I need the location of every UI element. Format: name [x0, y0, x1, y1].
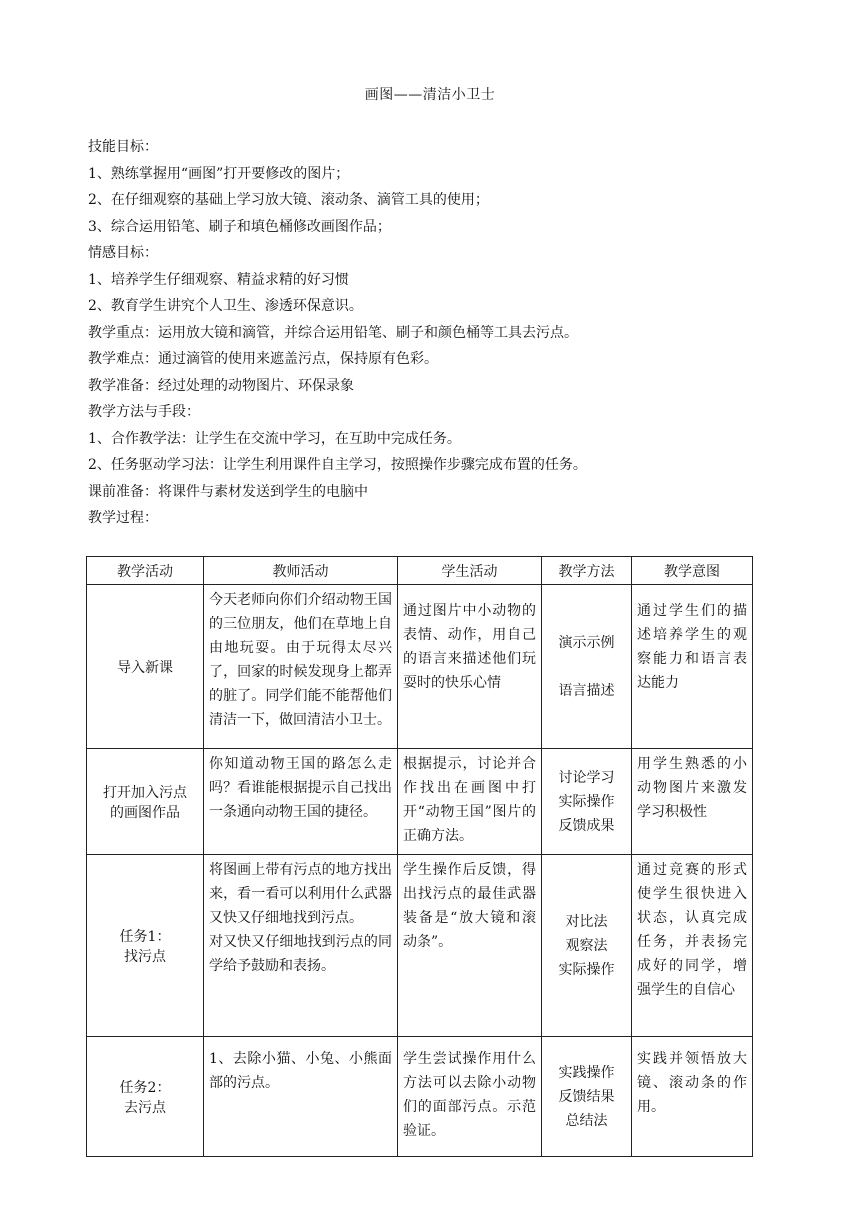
table-row: [87, 855, 753, 1037]
student-activity-cell: [398, 749, 542, 855]
table-row: [87, 749, 753, 855]
table-header-cell: 教学意图: [632, 557, 753, 585]
objectives-section: [88, 134, 768, 532]
activity-label: 任务1：: [119, 928, 171, 945]
method-item: 反馈结果: [558, 1088, 615, 1105]
student-activity-cell: [398, 1037, 542, 1157]
teaching-process-table: [86, 556, 753, 1157]
text-line: 教学方法与手段：: [88, 404, 200, 420]
method-cell: [542, 585, 632, 749]
table-header-cell: 学生活动: [398, 557, 542, 585]
method-cell: [542, 855, 632, 1037]
table-row: [87, 585, 753, 749]
teacher-activity-text: 将图画上带有污点的地方找出来，看一看可以利用什么武器又快又仔细地找到污点。: [209, 862, 392, 926]
intent-cell: [632, 749, 753, 855]
text-line: 教学过程：: [88, 510, 158, 526]
method-item: 实际操作: [558, 793, 615, 810]
method-item: 反馈成果: [558, 817, 615, 834]
method-item: 实践操作: [558, 1064, 615, 1081]
text-line: 情感目标：: [88, 245, 158, 261]
activity-label: 找污点: [124, 948, 166, 965]
table-header-cell: 教学活动: [87, 557, 204, 585]
method-cell: [542, 749, 632, 855]
text-line: 1、培养学生仔细观察、精益求精的好习惯: [88, 271, 349, 288]
text-line: 2、任务驱动学习法：让学生利用课件自主学习，按照操作步骤完成布置的任务。: [88, 457, 587, 473]
text-line: 教学难点：通过滴管的使用来遮盖污点，保持原有色彩。: [88, 351, 438, 367]
text-line: 课前准备：将课件与素材发送到学生的电脑中: [88, 483, 368, 500]
intent-cell: [632, 585, 753, 749]
activity-label: 打开加入污点: [103, 784, 187, 801]
activity-cell: [87, 749, 204, 855]
intent-cell: [632, 1037, 753, 1157]
student-activity-text: 通过图片中小动物的表情、动作，用自己的语言来描述他们玩耍时的快乐心情: [403, 603, 536, 691]
intent-text: 实践并领悟放大镜、滚动条的作用。: [637, 1051, 747, 1115]
student-activity-text: 学生操作后反馈，得出找污点的最佳武器装备是“放大镜和滚动条”。: [403, 862, 536, 950]
text-line: 技能目标：: [88, 139, 158, 155]
teacher-activity-text: 你知道动物王国的路怎么走吗？看谁能根据提示自己找出一条通向动物王国的捷径。: [209, 756, 392, 820]
teacher-activity-cell: [204, 1037, 398, 1157]
student-activity-cell: [398, 585, 542, 749]
activity-cell: [87, 855, 204, 1037]
activity-label: 的画图作品: [110, 804, 180, 821]
method-cell: [542, 1037, 632, 1157]
method-item: 对比法: [565, 913, 608, 930]
activity-cell: [87, 585, 204, 749]
text-line: 教学重点：运用放大镜和滴管，并综合运用铅笔、刷子和颜色桶等工具去污点。: [88, 324, 578, 341]
method-item: 语言描述: [558, 682, 615, 699]
teacher-activity-cell: [204, 855, 398, 1037]
method-item: 实际操作: [558, 961, 615, 978]
table-header-cell: 教学方法: [542, 557, 632, 585]
document-title: 画图——清洁小卫士: [364, 87, 496, 103]
text-line: 1、熟练掌握用“画图”打开要修改的图片；: [88, 165, 350, 182]
method-item: 讨论学习: [558, 769, 615, 786]
student-activity-cell: [398, 855, 542, 1037]
activity-cell: [87, 1037, 204, 1157]
table-row: [87, 1037, 753, 1157]
intent-text: 用学生熟悉的小动物图片来激发学习积极性: [637, 756, 747, 820]
intent-cell: [632, 855, 753, 1037]
method-item: 观察法: [565, 937, 608, 954]
intent-text: 通过竞赛的形式使学生很快进入状态，认真完成任务，并表扬完成好的同学，增强学生的自信心: [637, 862, 747, 998]
table-header-cell: 教师活动: [204, 557, 398, 585]
activity-label: 导入新课: [117, 659, 173, 676]
text-line: 教学准备：经过处理的动物图片、环保录象: [88, 377, 354, 394]
teacher-activity-text: 今天老师向你们介绍动物王国的三位朋友，他们在草地上自由地玩耍。由于玩得太尽兴了，回家的时候发现身上都弄的脏了。同学们能不能帮他们清洁一下，做回清洁小卫士。: [209, 592, 392, 728]
text-line: 1、合作教学法：让学生在交流中学习，在互助中完成任务。: [88, 430, 461, 447]
activity-label: 去污点: [124, 1099, 166, 1116]
activity-label: 任务2：: [119, 1079, 171, 1096]
text-line: 3、综合运用铅笔、刷子和填色桶修改画图作品；: [88, 218, 391, 235]
student-activity-text: 根据提示，讨论并合作找出在画图中打开“动物王国”图片的正确方法。: [403, 756, 536, 844]
text-line: 2、教育学生讲究个人卫生、渗透环保意识。: [88, 298, 363, 314]
table-header-row: [87, 557, 753, 585]
student-activity-text: 学生尝试操作用什么方法可以去除小动物们的面部污点。示范验证。: [403, 1051, 536, 1139]
teacher-activity-text: 对又快又仔细地找到污点的同学给予鼓励和表扬。: [209, 934, 392, 974]
intent-text: 通过学生们的描述培养学生的观察能力和语言表达能力: [637, 603, 747, 691]
teacher-activity-cell: [204, 585, 398, 749]
method-item: 演示示例: [558, 634, 615, 651]
teacher-activity-cell: [204, 749, 398, 855]
text-line: 2、在仔细观察的基础上学习放大镜、滚动条、滴管工具的使用；: [88, 192, 489, 208]
teacher-activity-text: 1、去除小猫、小兔、小熊面部的污点。: [209, 1051, 392, 1091]
method-item: 总结法: [565, 1112, 608, 1129]
